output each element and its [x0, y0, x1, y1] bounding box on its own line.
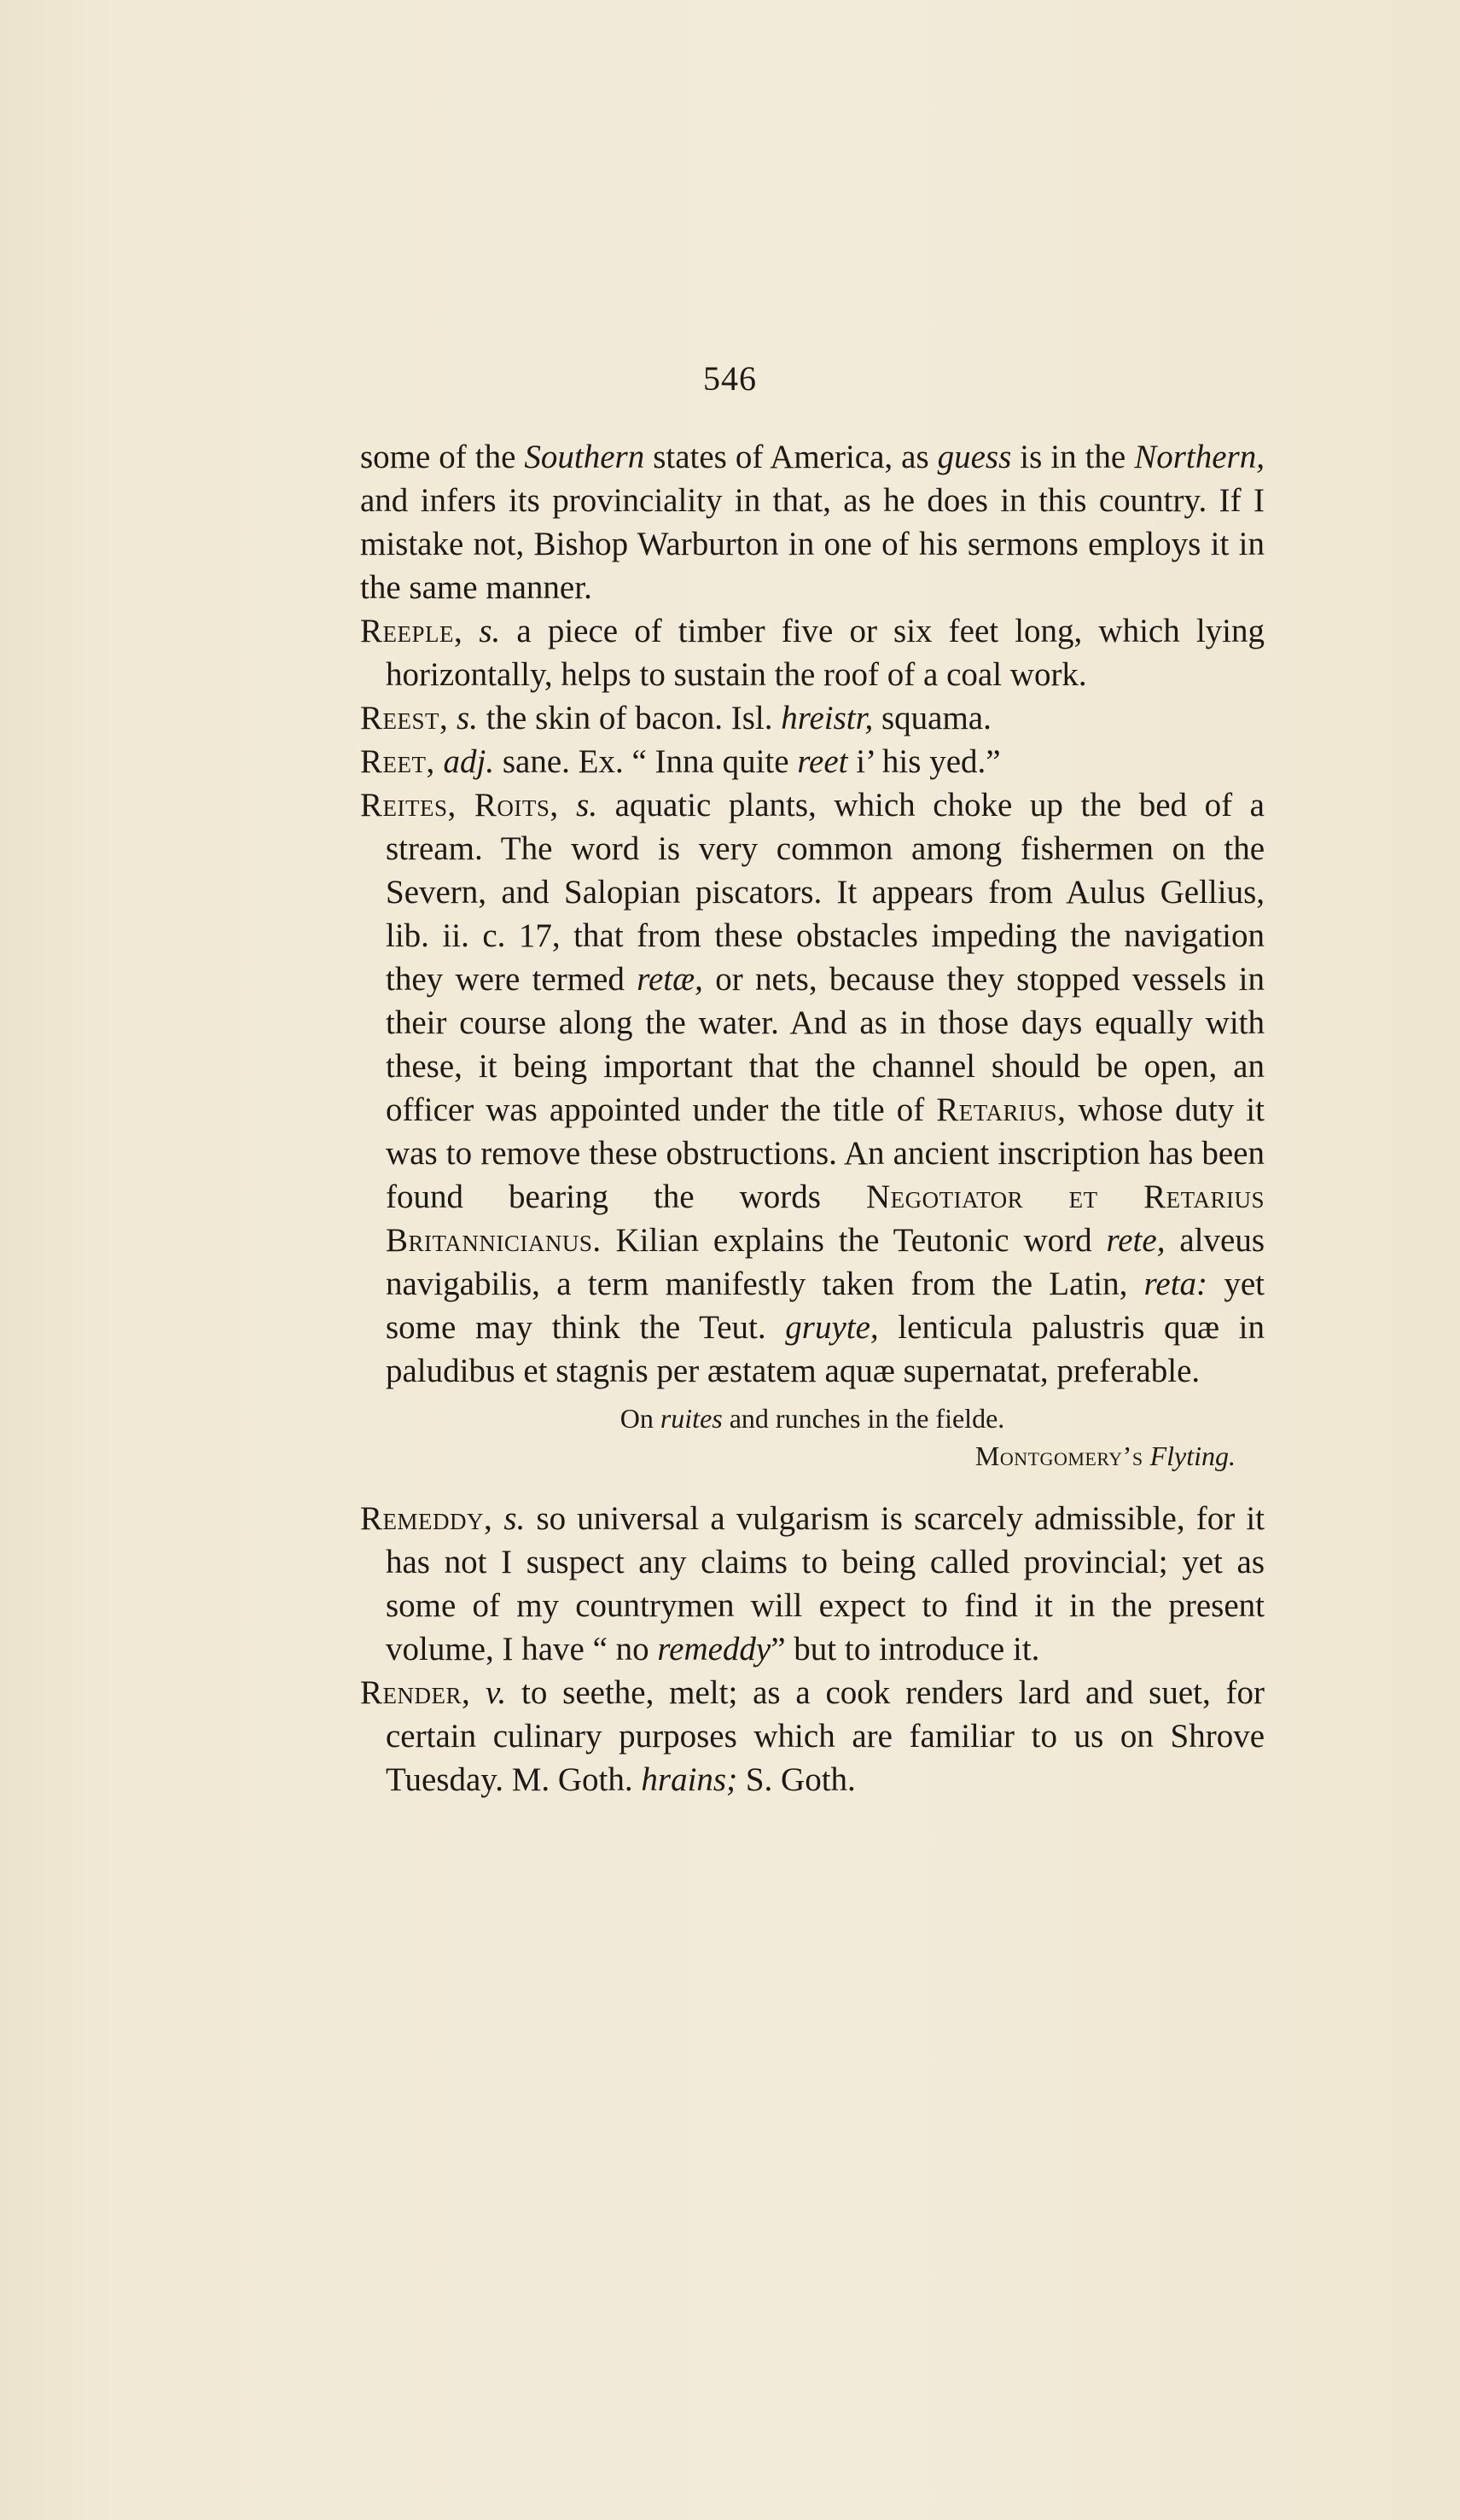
dictionary-text	[360, 435, 1265, 1801]
quotation: On ruites and runches in the fielde.	[619, 1403, 1005, 1434]
headword: Render,	[360, 1674, 471, 1711]
definition: a piece of timber five or six feet long, which lying horizontally, helps to sustain the roof of a coal work.	[386, 613, 1265, 693]
headword: Reites,	[360, 787, 457, 824]
headword-variant: Roits,	[456, 787, 559, 824]
part-of-speech: v.	[470, 1674, 507, 1711]
part-of-speech: s.	[462, 613, 501, 649]
part-of-speech: adj.	[434, 743, 495, 780]
headword: Reeple,	[360, 613, 463, 649]
entry-reest: Reest, s. the skin of bacon. Isl. hreistr, squama.	[360, 700, 992, 736]
headword: Remeddy,	[360, 1500, 493, 1537]
entry-reites: Reites, Roits, s. aquatic plants, which choke up the bed of a stream. The word is very common among fishermen on the Severn, and Salopian piscators. It appears from Aulus Gellius, lib. ii. c. 17, that from these obstacles impeding the navigation they were termed retæ, or nets, because they stopped vessels in their course along the water. And as in those days equally with these, it being important that the channel should be open, an officer was appointed under the title of Retarius, whose duty it was to remove these obstructions. An ancient inscription has been found bearing the words Negotiator et Retarius Britannicianus. Kilian explains the Teutonic word rete, alveus navigabilis, a term manifestly taken from the Latin, reta: yet some may think the Teut. gruyte, lenticula palustris quæ in paludibus et stagnis per æstatem aquæ supernatat, preferable.	[360, 787, 1265, 1389]
part-of-speech: s.	[448, 700, 478, 736]
entry-reet: Reet, adj. sane. Ex. “ Inna quite reet i’ his yed.”	[360, 743, 1001, 780]
page-number: 546	[703, 359, 757, 398]
continuation-paragraph: some of the Southern states of America, as guess is in the Northern, and infers its provinciality in that, as he does in this country. If I mistake not, Bishop Warburton in one of his sermons employs it in the same manner.	[360, 439, 1265, 606]
headword: Reest,	[360, 700, 449, 736]
headword: Reet,	[360, 743, 435, 780]
entry-remeddy: Remeddy, s. so universal a vulgarism is scarcely admissible, for it has not I suspect any claims to being called provincial; yet as some of my countrymen will expect to find it in the present volume, I have “ no remeddy” but to introduce it.	[360, 1500, 1265, 1667]
entry-reeple	[360, 609, 1265, 696]
part-of-speech: s.	[558, 787, 598, 824]
part-of-speech: s.	[492, 1500, 526, 1537]
entry-render: Render, v. to seethe, melt; as a cook renders lard and suet, for certain culinary purposes which are familiar to us on Shrove Tuesday. M. Goth. hrains; S. Goth.	[360, 1674, 1265, 1798]
quotation-attribution: Montgomery’s Flyting.	[974, 1440, 1236, 1471]
